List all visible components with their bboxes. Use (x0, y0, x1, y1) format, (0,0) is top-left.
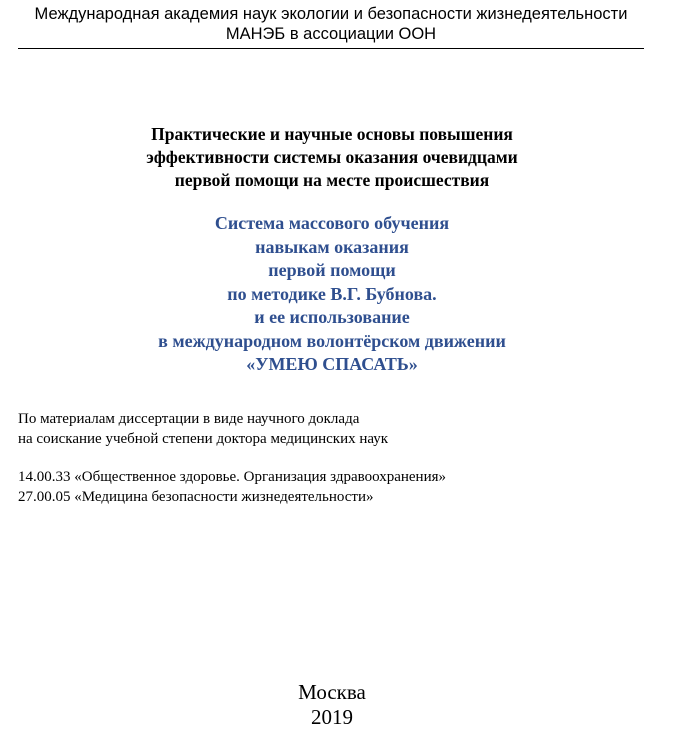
subtitle-line: Система массового обучения (214, 213, 450, 233)
note-line: По материалам диссертации в виде научного доклада (18, 411, 360, 427)
subtitle-line: навыкам оказания (255, 236, 409, 257)
dissertation-note (18, 410, 658, 449)
specialty-line: 14.00.33 «Общественное здоровье. Организация здравоохранения» (18, 469, 447, 485)
subtitle-line: первой помощи (268, 260, 396, 280)
subtitle-line: в международном волонтёрском движении (158, 330, 506, 351)
publication-footer (232, 680, 432, 730)
subtitle-line: по методике В.Г. Бубнова. (227, 283, 437, 304)
specialty-codes (18, 468, 658, 507)
document-subtitle (60, 212, 604, 377)
note-line: на соискание учебной степени доктора медицинских наук (18, 430, 389, 447)
organization-name: Международная академия наук экологии и безопасности жизнедеятельности (34, 5, 628, 23)
title-line: Практические и научные основы повышения (151, 124, 513, 144)
specialty-line: 27.00.05 «Медицина безопасности жизнедеятельности» (18, 488, 374, 505)
title-line: первой помощи на месте происшествия (174, 170, 490, 190)
publication-year: 2019 (311, 705, 353, 729)
subtitle-line: и ее использование (254, 307, 410, 327)
subtitle-line: «УМЕЮ СПАСАТЬ» (246, 354, 418, 374)
organization-affiliation: МАНЭБ в ассоциации ООН (225, 25, 437, 43)
header-divider (18, 48, 644, 49)
organization-header (18, 4, 644, 44)
title-line: эффективности системы оказания очевидцами (146, 147, 518, 167)
document-title (60, 123, 604, 192)
publication-city: Москва (298, 680, 366, 704)
